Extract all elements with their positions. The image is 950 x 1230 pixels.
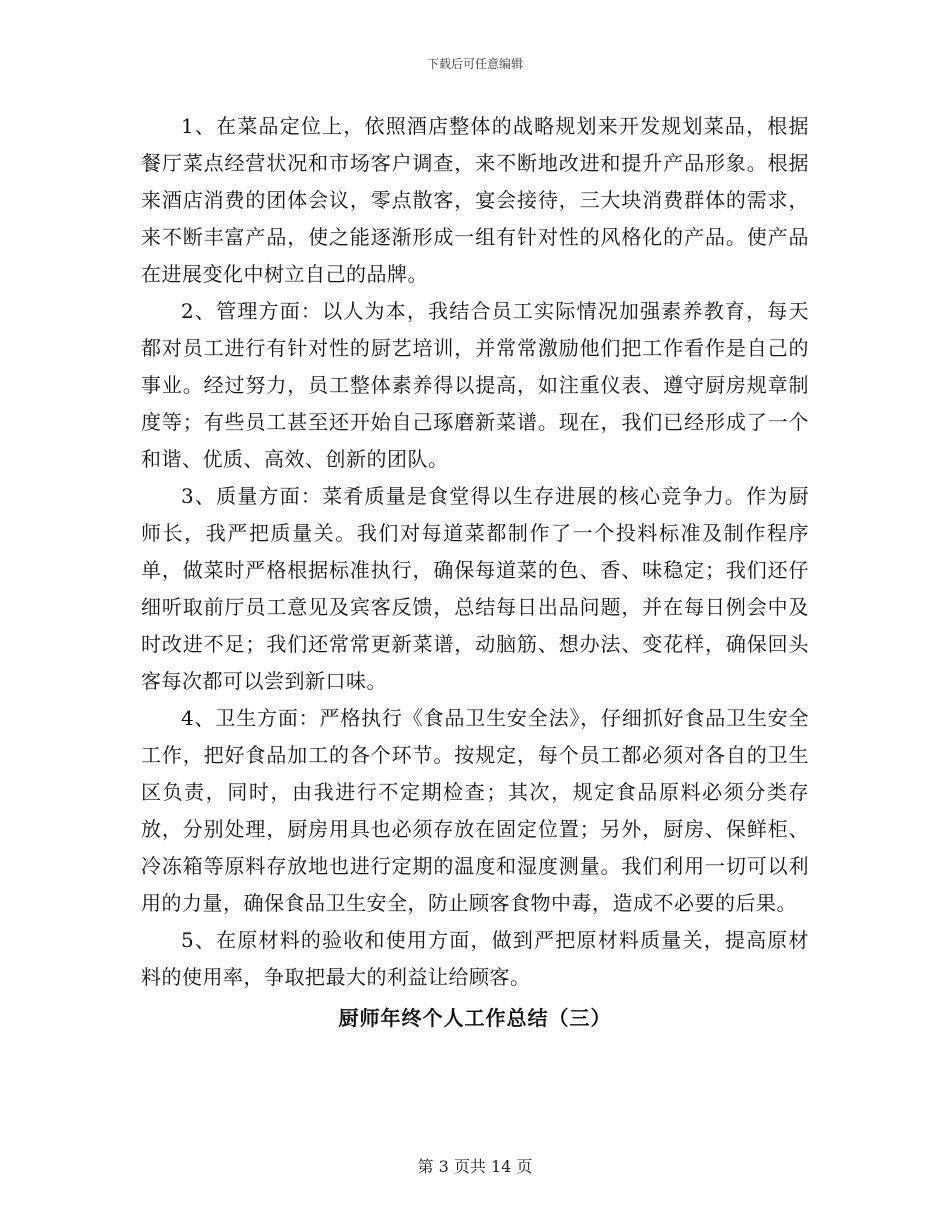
page-indicator: 第 3 页共 14 页 <box>417 1157 533 1176</box>
document-body <box>141 108 809 1037</box>
paragraph-1: 1、在菜品定位上，依照酒店整体的战略规划来开发规划菜品，根据餐厅菜点经营状况和市场客户调查，来不断地改进和提升产品形象。根据来酒店消费的团体会议，零点散客，宴会接待，三大块消费群体的需求，来不断丰富产品，使之能逐渐形成一组有针对性的风格化的产品。使产品在进展变化中树立自己的品牌。 <box>141 114 809 286</box>
paragraph-4: 4、卫生方面：严格执行《食品卫生安全法》，仔细抓好食品卫生安全工作，把好食品加工的各个环节。按规定，每个员工都必须对各自的卫生区负责，同时，由我进行不定期检查；其次，规定食品原料必须分类存放，分别处理，厨房用具也必须存放在固定位置；另外，厨房、保鲜柜、冷冻箱等原料存放地也进行定期的温度和湿度测量。我们利用一切可以利用的力量，确保食品卫生安全，防止顾客食物中毒，造成不必要的后果。 <box>141 706 809 915</box>
paragraph-5: 5、在原材料的验收和使用方面，做到严把原材料质量关，提高原材料的使用率，争取把最大的利益让给顾客。 <box>141 928 809 989</box>
paragraph-2: 2、管理方面：以人为本，我结合员工实际情况加强素养教育，每天都对员工进行有针对性的厨艺培训，并常常激励他们把工作看作是自己的事业。经过努力，员工整体素养得以提高，如注重仪表、遵守厨房规章制度等；有些员工甚至还开始自己琢磨新菜谱。现在，我们已经形成了一个和谐、优质、高效、创新的团队。 <box>141 299 809 471</box>
header-note: 下载后可任意编辑 <box>426 57 523 71</box>
paragraph-3: 3、质量方面：菜肴质量是食堂得以生存进展的核心竞争力。作为厨师长，我严把质量关。我们对每道菜都制作了一个投料标准及制作程序单，做菜时严格根据标准执行，确保每道菜的色、香、味稳定；我们还仔细听取前厅员工意见及宾客反馈，总结每日出品问题，并在每日例会中及时改进不足；我们还常常更新菜谱，动脑筋、想办法、变花样，确保回头客每次都可以尝到新口味。 <box>141 484 809 693</box>
section-title: 厨师年终个人工作总结（三） <box>338 1006 612 1030</box>
